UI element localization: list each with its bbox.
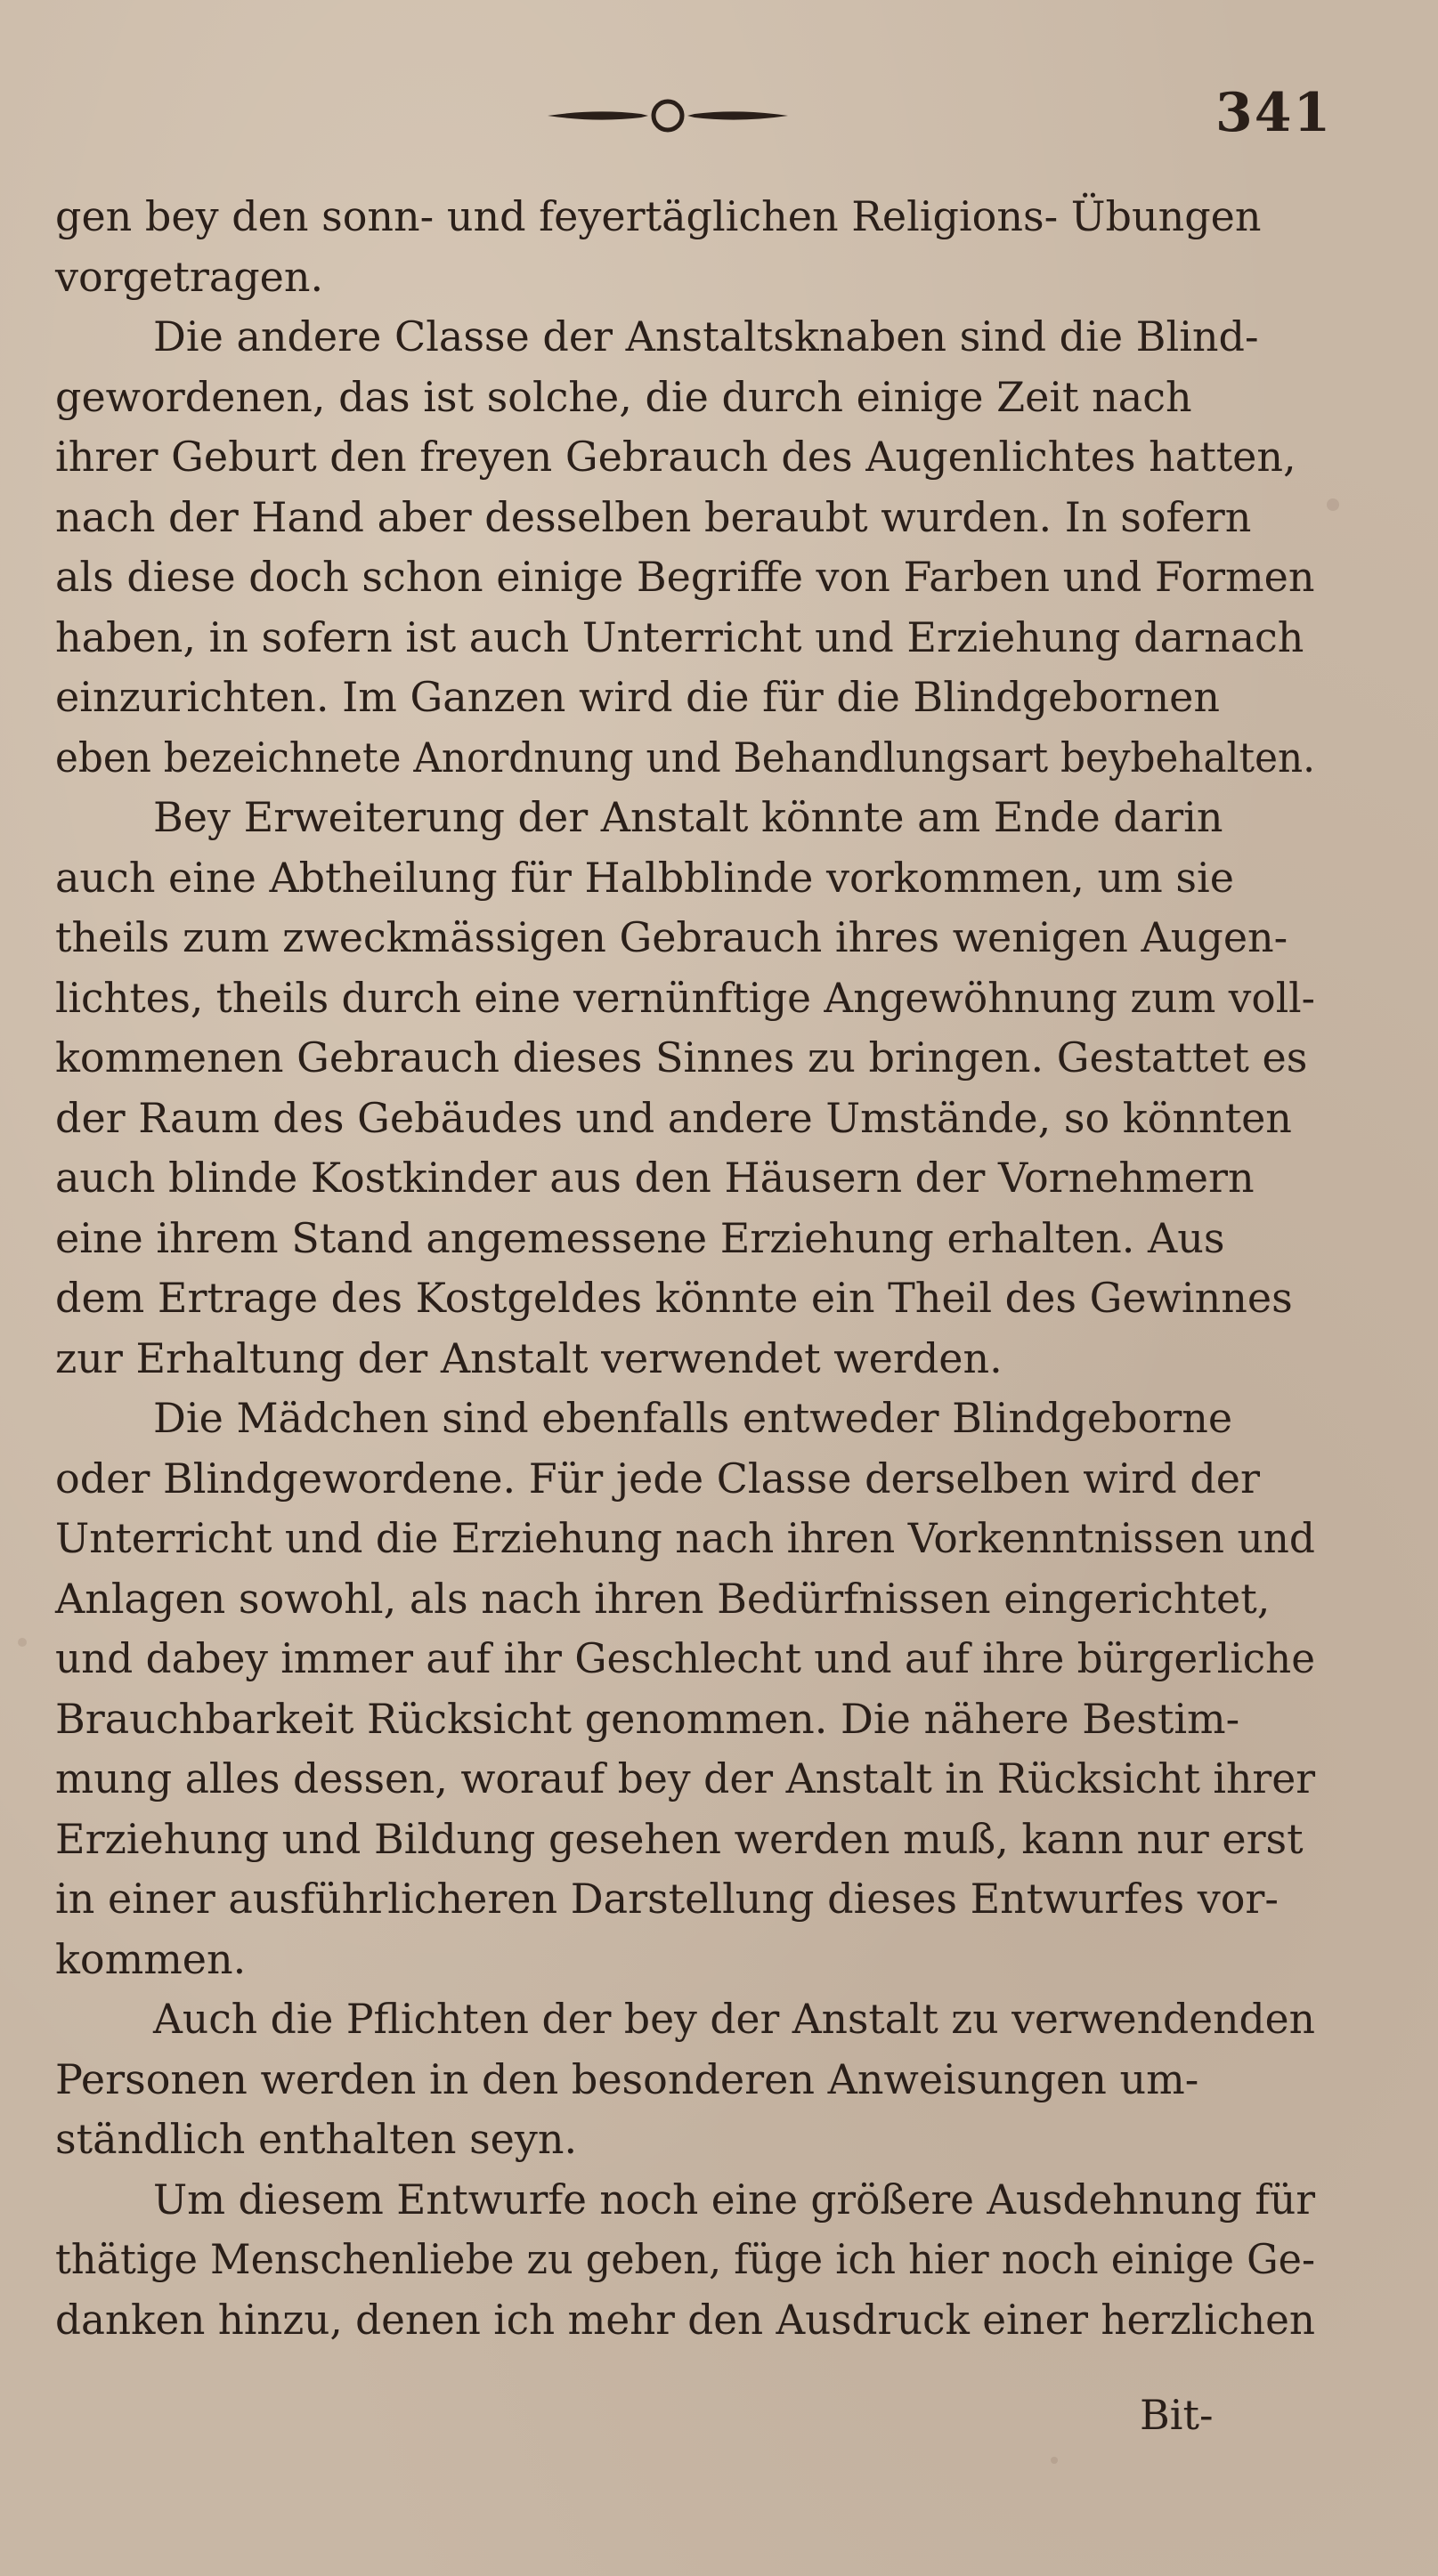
ornament-divider-icon bbox=[543, 89, 792, 142]
paper-stain bbox=[18, 1638, 27, 1647]
text-line: theils zum zweckmässigen Gebrauch ihres wenigen Augen- bbox=[55, 913, 1288, 961]
body-text bbox=[55, 187, 1315, 2350]
text-line: Um diesem Entwurfe noch eine größere Ausdehnung für bbox=[153, 2175, 1315, 2224]
text-line: gewordenen, das ist solche, die durch einige Zeit nach bbox=[55, 372, 1192, 421]
text-line: Erziehung und Bildung gesehen werden muß, kann nur erst bbox=[55, 1814, 1304, 1863]
paper-stain bbox=[1327, 498, 1339, 511]
text-line: einzurichten. Im Ganzen wird die für die Blindgebornen bbox=[55, 673, 1220, 721]
text-line: danken hinzu, denen ich mehr den Ausdruck einer herzlichen bbox=[55, 2295, 1315, 2344]
text-line: thätige Menschenliebe zu geben, füge ich hier noch einige Ge- bbox=[55, 2235, 1315, 2283]
text-line: dem Ertrage des Kostgeldes könnte ein Theil des Gewinnes bbox=[55, 1274, 1293, 1322]
text-line: eben bezeichnete Anordnung und Behandlungsart beybehalten. bbox=[55, 733, 1315, 782]
paper-stain bbox=[1051, 2457, 1058, 2464]
text-line: auch eine Abtheilung für Halbblinde vorkommen, um sie bbox=[55, 853, 1234, 902]
text-line: in einer ausführlicheren Darstellung dieses Entwurfes vor- bbox=[55, 1875, 1279, 1923]
text-line: Unterricht und die Erziehung nach ihren Vorkenntnissen und bbox=[55, 1514, 1315, 1562]
text-line: Die Mädchen sind ebenfalls entweder Blindgeborne bbox=[153, 1394, 1233, 1442]
text-line: ständlich enthalten seyn. bbox=[55, 2115, 578, 2163]
text-line: als diese doch schon einige Begriffe von Farben und Formen bbox=[55, 553, 1315, 601]
text-line: ihrer Geburt den freyen Gebrauch des Augenlichtes hatten, bbox=[55, 433, 1296, 481]
text-line: vorgetragen. bbox=[55, 252, 324, 301]
text-line: oder Blindgewordene. Für jede Classe derselben wird der bbox=[55, 1454, 1261, 1503]
text-line: haben, in sofern ist auch Unterricht und Erziehung darnach bbox=[55, 612, 1304, 661]
text-line: eine ihrem Stand angemessene Erziehung erhalten. Aus bbox=[55, 1213, 1225, 1262]
text-line: Brauchbarkeit Rücksicht genommen. Die nähere Bestim- bbox=[55, 1694, 1240, 1743]
text-line: kommen. bbox=[55, 1934, 247, 1983]
text-line: auch blinde Kostkinder aus den Häusern der Vornehmern bbox=[55, 1154, 1255, 1202]
catchword: Bit- bbox=[1140, 2391, 1214, 2439]
text-line: zur Erhaltung der Anstalt verwendet werden. bbox=[55, 1333, 1003, 1382]
text-line: Bey Erweiterung der Anstalt könnte am Ende darin bbox=[153, 793, 1223, 841]
text-line: Die andere Classe der Anstaltsknaben sind die Blind- bbox=[153, 312, 1259, 360]
text-line: mung alles dessen, worauf bey der Anstalt in Rücksicht ihrer bbox=[55, 1754, 1315, 1802]
text-line: und dabey immer auf ihr Geschlecht und auf ihre bürgerliche bbox=[55, 1634, 1315, 1682]
text-line: Anlagen sowohl, als nach ihren Bedürfnissen eingerichtet, bbox=[55, 1574, 1271, 1623]
text-line: Personen werden in den besonderen Anweisungen um- bbox=[55, 2054, 1199, 2103]
text-line: der Raum des Gebäudes und andere Umstände, so könnten bbox=[55, 1093, 1292, 1142]
text-line: nach der Hand aber desselben beraubt wurden. In sofern bbox=[55, 492, 1252, 541]
page-number: 341 bbox=[1215, 82, 1333, 144]
text-line: gen bey den sonn- und feyertäglichen Religions- Übungen bbox=[55, 192, 1262, 240]
text-line: kommenen Gebrauch dieses Sinnes zu bringen. Gestattet es bbox=[55, 1033, 1308, 1081]
text-line: Auch die Pflichten der bey der Anstalt zu verwendenden bbox=[153, 1995, 1315, 2043]
text-line: lichtes, theils durch eine vernünftige Angewöhnung zum voll- bbox=[55, 973, 1315, 1022]
